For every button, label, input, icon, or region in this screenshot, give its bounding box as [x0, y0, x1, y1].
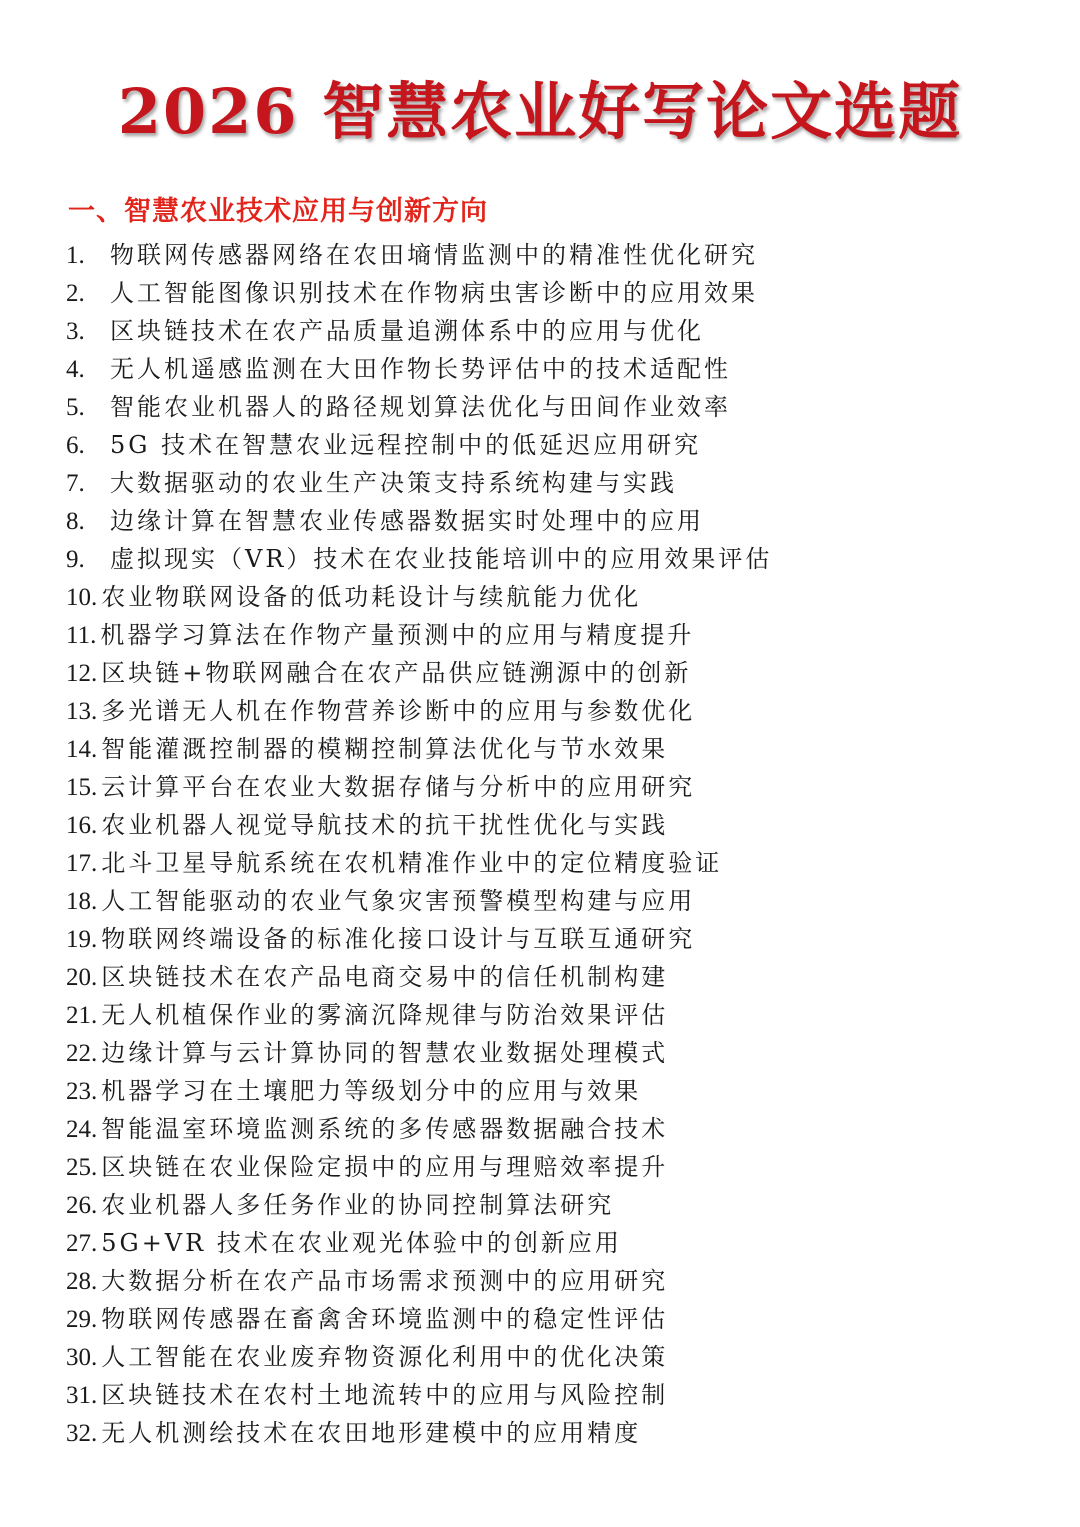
topic-number: 22.: [66, 1040, 98, 1067]
topic-text: 大数据分析在农产品市场需求预测中的应用研究: [101, 1267, 669, 1295]
list-item: [66, 692, 1026, 730]
topic-text: 区块链技术在农产品质量追溯体系中的应用与优化: [110, 317, 704, 345]
page-title: 2026 智慧农业好写论文选题: [117, 75, 963, 148]
topic-text: 北斗卫星导航系统在农机精准作业中的定位精度验证: [101, 849, 723, 877]
list-item: [66, 1414, 1026, 1452]
topic-text: 机器学习在土壤肥力等级划分中的应用与效果: [101, 1077, 642, 1105]
topic-number: 5.: [66, 394, 85, 421]
topic-text: 边缘计算与云计算协同的智慧农业数据处理模式: [101, 1039, 669, 1067]
topic-number: 24.: [66, 1116, 98, 1143]
topic-number: 21.: [66, 1002, 98, 1029]
list-item: [66, 844, 1026, 882]
topic-text: 区块链技术在农产品电商交易中的信任机制构建: [101, 963, 669, 991]
list-item: [66, 578, 1026, 616]
topic-number: 12.: [66, 660, 98, 687]
topic-number: 26.: [66, 1192, 98, 1219]
topic-number: 6.: [66, 432, 85, 459]
topic-text: 物联网终端设备的标准化接口设计与互联互通研究: [101, 925, 696, 953]
list-item: [66, 426, 1026, 464]
topic-text: 区块链在农业保险定损中的应用与理赔效率提升: [101, 1153, 669, 1181]
topic-number: 17.: [66, 850, 98, 877]
topic-number: 10.: [66, 584, 98, 611]
list-item: [66, 1072, 1026, 1110]
list-item: [66, 1262, 1026, 1300]
topic-text: 人工智能在农业废弃物资源化利用中的优化决策: [101, 1343, 669, 1371]
topic-text: 物联网传感器在畜禽舍环境监测中的稳定性评估: [101, 1305, 669, 1333]
topic-text: 农业物联网设备的低功耗设计与续航能力优化: [101, 583, 642, 611]
topic-text: 虚拟现实（VR）技术在农业技能培训中的应用效果评估: [110, 545, 773, 573]
topic-text: 人工智能图像识别技术在作物病虫害诊断中的应用效果: [110, 279, 758, 307]
list-item: [66, 540, 1026, 578]
topic-text: 云计算平台在农业大数据存储与分析中的应用研究: [101, 773, 696, 801]
list-item: [66, 312, 1026, 350]
topic-number: 1.: [66, 242, 85, 269]
list-item: [66, 1300, 1026, 1338]
topic-number: 31.: [66, 1382, 98, 1409]
topic-number: 16.: [66, 812, 98, 839]
topic-number: 18.: [66, 888, 98, 915]
topic-text: 智能温室环境监测系统的多传感器数据融合技术: [101, 1115, 669, 1143]
topic-number: 9.: [66, 546, 85, 573]
topic-number: 4.: [66, 356, 85, 383]
topic-text: 无人机测绘技术在农田地形建模中的应用精度: [101, 1419, 642, 1447]
list-item: [66, 350, 1026, 388]
topic-number: 19.: [66, 926, 98, 953]
topic-number: 8.: [66, 508, 85, 535]
topic-number: 30.: [66, 1344, 98, 1371]
topic-number: 29.: [66, 1306, 98, 1333]
topic-text: 5G+VR 技术在农业观光体验中的创新应用: [101, 1229, 622, 1257]
list-item: [66, 236, 1026, 274]
topic-number: 2.: [66, 280, 85, 307]
topic-number: 15.: [66, 774, 98, 801]
topic-text: 多光谱无人机在作物营养诊断中的应用与参数优化: [101, 697, 696, 725]
list-item: [66, 654, 1026, 692]
topic-number: 7.: [66, 470, 85, 497]
topic-number: 14.: [66, 736, 98, 763]
topic-text: 农业机器人多任务作业的协同控制算法研究: [101, 1191, 615, 1219]
topic-number: 25.: [66, 1154, 98, 1181]
list-item: [66, 958, 1026, 996]
section-heading: 一、智慧农业技术应用与创新方向: [68, 196, 488, 227]
topic-number: 11.: [66, 622, 97, 649]
list-item: [66, 806, 1026, 844]
topic-text: 农业机器人视觉导航技术的抗干扰性优化与实践: [101, 811, 669, 839]
topic-text: 物联网传感器网络在农田墒情监测中的精准性优化研究: [110, 241, 758, 269]
list-item: [66, 1148, 1026, 1186]
list-item: [66, 274, 1026, 312]
topic-text: 无人机植保作业的雾滴沉降规律与防治效果评估: [101, 1001, 669, 1029]
list-item: [66, 464, 1026, 502]
list-item: [66, 1224, 1026, 1262]
topic-number: 32.: [66, 1420, 98, 1447]
list-item: [66, 1186, 1026, 1224]
topic-number: 28.: [66, 1268, 98, 1295]
list-item: [66, 920, 1026, 958]
list-item: [66, 616, 1026, 654]
topic-number: 13.: [66, 698, 98, 725]
topic-text: 无人机遥感监测在大田作物长势评估中的技术适配性: [110, 355, 731, 383]
topic-number: 3.: [66, 318, 85, 345]
topic-text: 智能灌溉控制器的模糊控制算法优化与节水效果: [101, 735, 669, 763]
topic-number: 20.: [66, 964, 98, 991]
list-item: [66, 502, 1026, 540]
topic-text: 智能农业机器人的路径规划算法优化与田间作业效率: [110, 393, 731, 421]
topic-text: 大数据驱动的农业生产决策支持系统构建与实践: [110, 469, 677, 497]
topic-number: 23.: [66, 1078, 98, 1105]
topic-text: 区块链+物联网融合在农产品供应链溯源中的创新: [101, 659, 692, 687]
topic-text: 边缘计算在智慧农业传感器数据实时处理中的应用: [110, 507, 704, 535]
list-item: [66, 882, 1026, 920]
topic-text: 5G 技术在智慧农业远程控制中的低延迟应用研究: [110, 431, 702, 459]
topic-text: 区块链技术在农村土地流转中的应用与风险控制: [101, 1381, 669, 1409]
list-item: [66, 1338, 1026, 1376]
topic-text: 人工智能驱动的农业气象灾害预警模型构建与应用: [101, 887, 696, 915]
list-item: [66, 1110, 1026, 1148]
topic-text: 机器学习算法在作物产量预测中的应用与精度提升: [100, 621, 695, 649]
list-item: [66, 1376, 1026, 1414]
list-item: [66, 388, 1026, 426]
list-item: [66, 768, 1026, 806]
topic-number: 27.: [66, 1230, 98, 1257]
list-item: [66, 1034, 1026, 1072]
topic-list: [66, 236, 1026, 1452]
list-item: [66, 730, 1026, 768]
list-item: [66, 996, 1026, 1034]
